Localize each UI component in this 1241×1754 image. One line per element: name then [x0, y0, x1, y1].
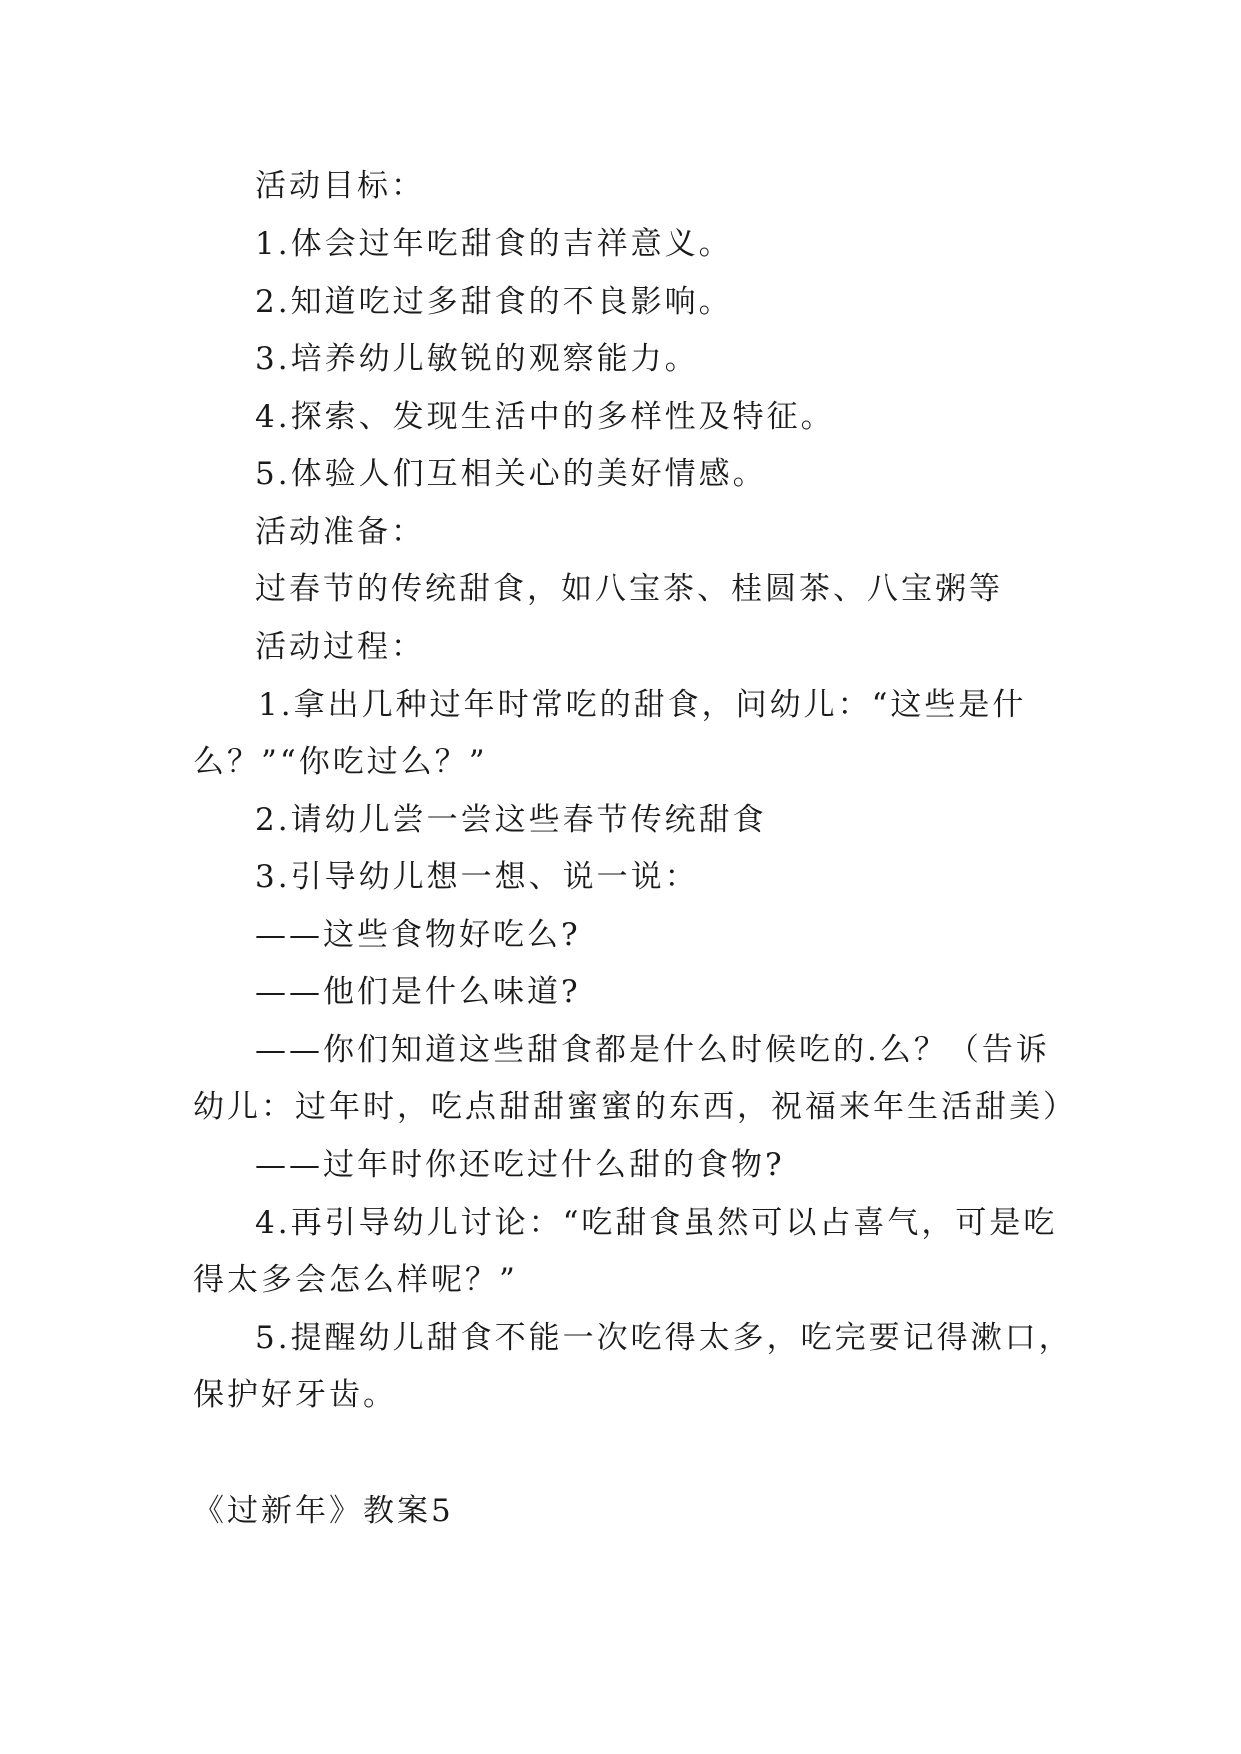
goal-item-2: 2.知道吃过多甜食的不良影响。: [255, 284, 733, 320]
goal-item-1: 1.体会过年吃甜食的吉祥意义。: [255, 226, 733, 262]
section-title: 《过新年》教案5: [193, 1493, 454, 1529]
process-step-4-continued: 得太多会怎么样呢？”: [193, 1262, 518, 1298]
heading-activity-preparation: 活动准备：: [255, 514, 425, 550]
goal-item-5: 5.体验人们互相关心的美好情感。: [255, 456, 767, 492]
preparation-text: 过春节的传统甜食，如八宝茶、桂圆茶、八宝粥等: [255, 571, 1003, 607]
goal-item-4: 4.探索、发现生活中的多样性及特征。: [255, 399, 835, 435]
process-step-3: 3.引导幼儿想一想、说一说：: [255, 859, 699, 895]
question-3-continued: 幼儿：过年时，吃点甜甜蜜蜜的东西，祝福来年生活甜美）: [193, 1089, 1077, 1125]
process-step-2: 2.请幼儿尝一尝这些春节传统甜食: [255, 802, 767, 838]
process-step-1-continued: 么？”“你吃过么？”: [193, 744, 488, 780]
heading-activity-process: 活动过程：: [255, 629, 425, 665]
question-4: ——过年时你还吃过什么甜的食物?: [255, 1147, 785, 1183]
question-1: ——这些食物好吃么?: [255, 917, 581, 953]
process-step-5: 5.提醒幼儿甜食不能一次吃得太多，吃完要记得漱口，: [255, 1320, 1073, 1356]
goal-item-3: 3.培养幼儿敏锐的观察能力。: [255, 341, 699, 377]
process-step-1: 1.拿出几种过年时常吃的甜食，问幼儿：“这些是什: [258, 687, 1027, 723]
process-step-4: 4.再引导幼儿讨论：“吃甜食虽然可以占喜气，可是吃: [255, 1205, 1058, 1241]
question-3: ——你们知道这些甜食都是什么时候吃的.么？（告诉: [255, 1032, 1050, 1068]
process-step-5-continued: 保护好牙齿。: [193, 1377, 397, 1413]
heading-activity-goals: 活动目标：: [255, 168, 425, 204]
question-2: ——他们是什么味道?: [255, 974, 581, 1010]
